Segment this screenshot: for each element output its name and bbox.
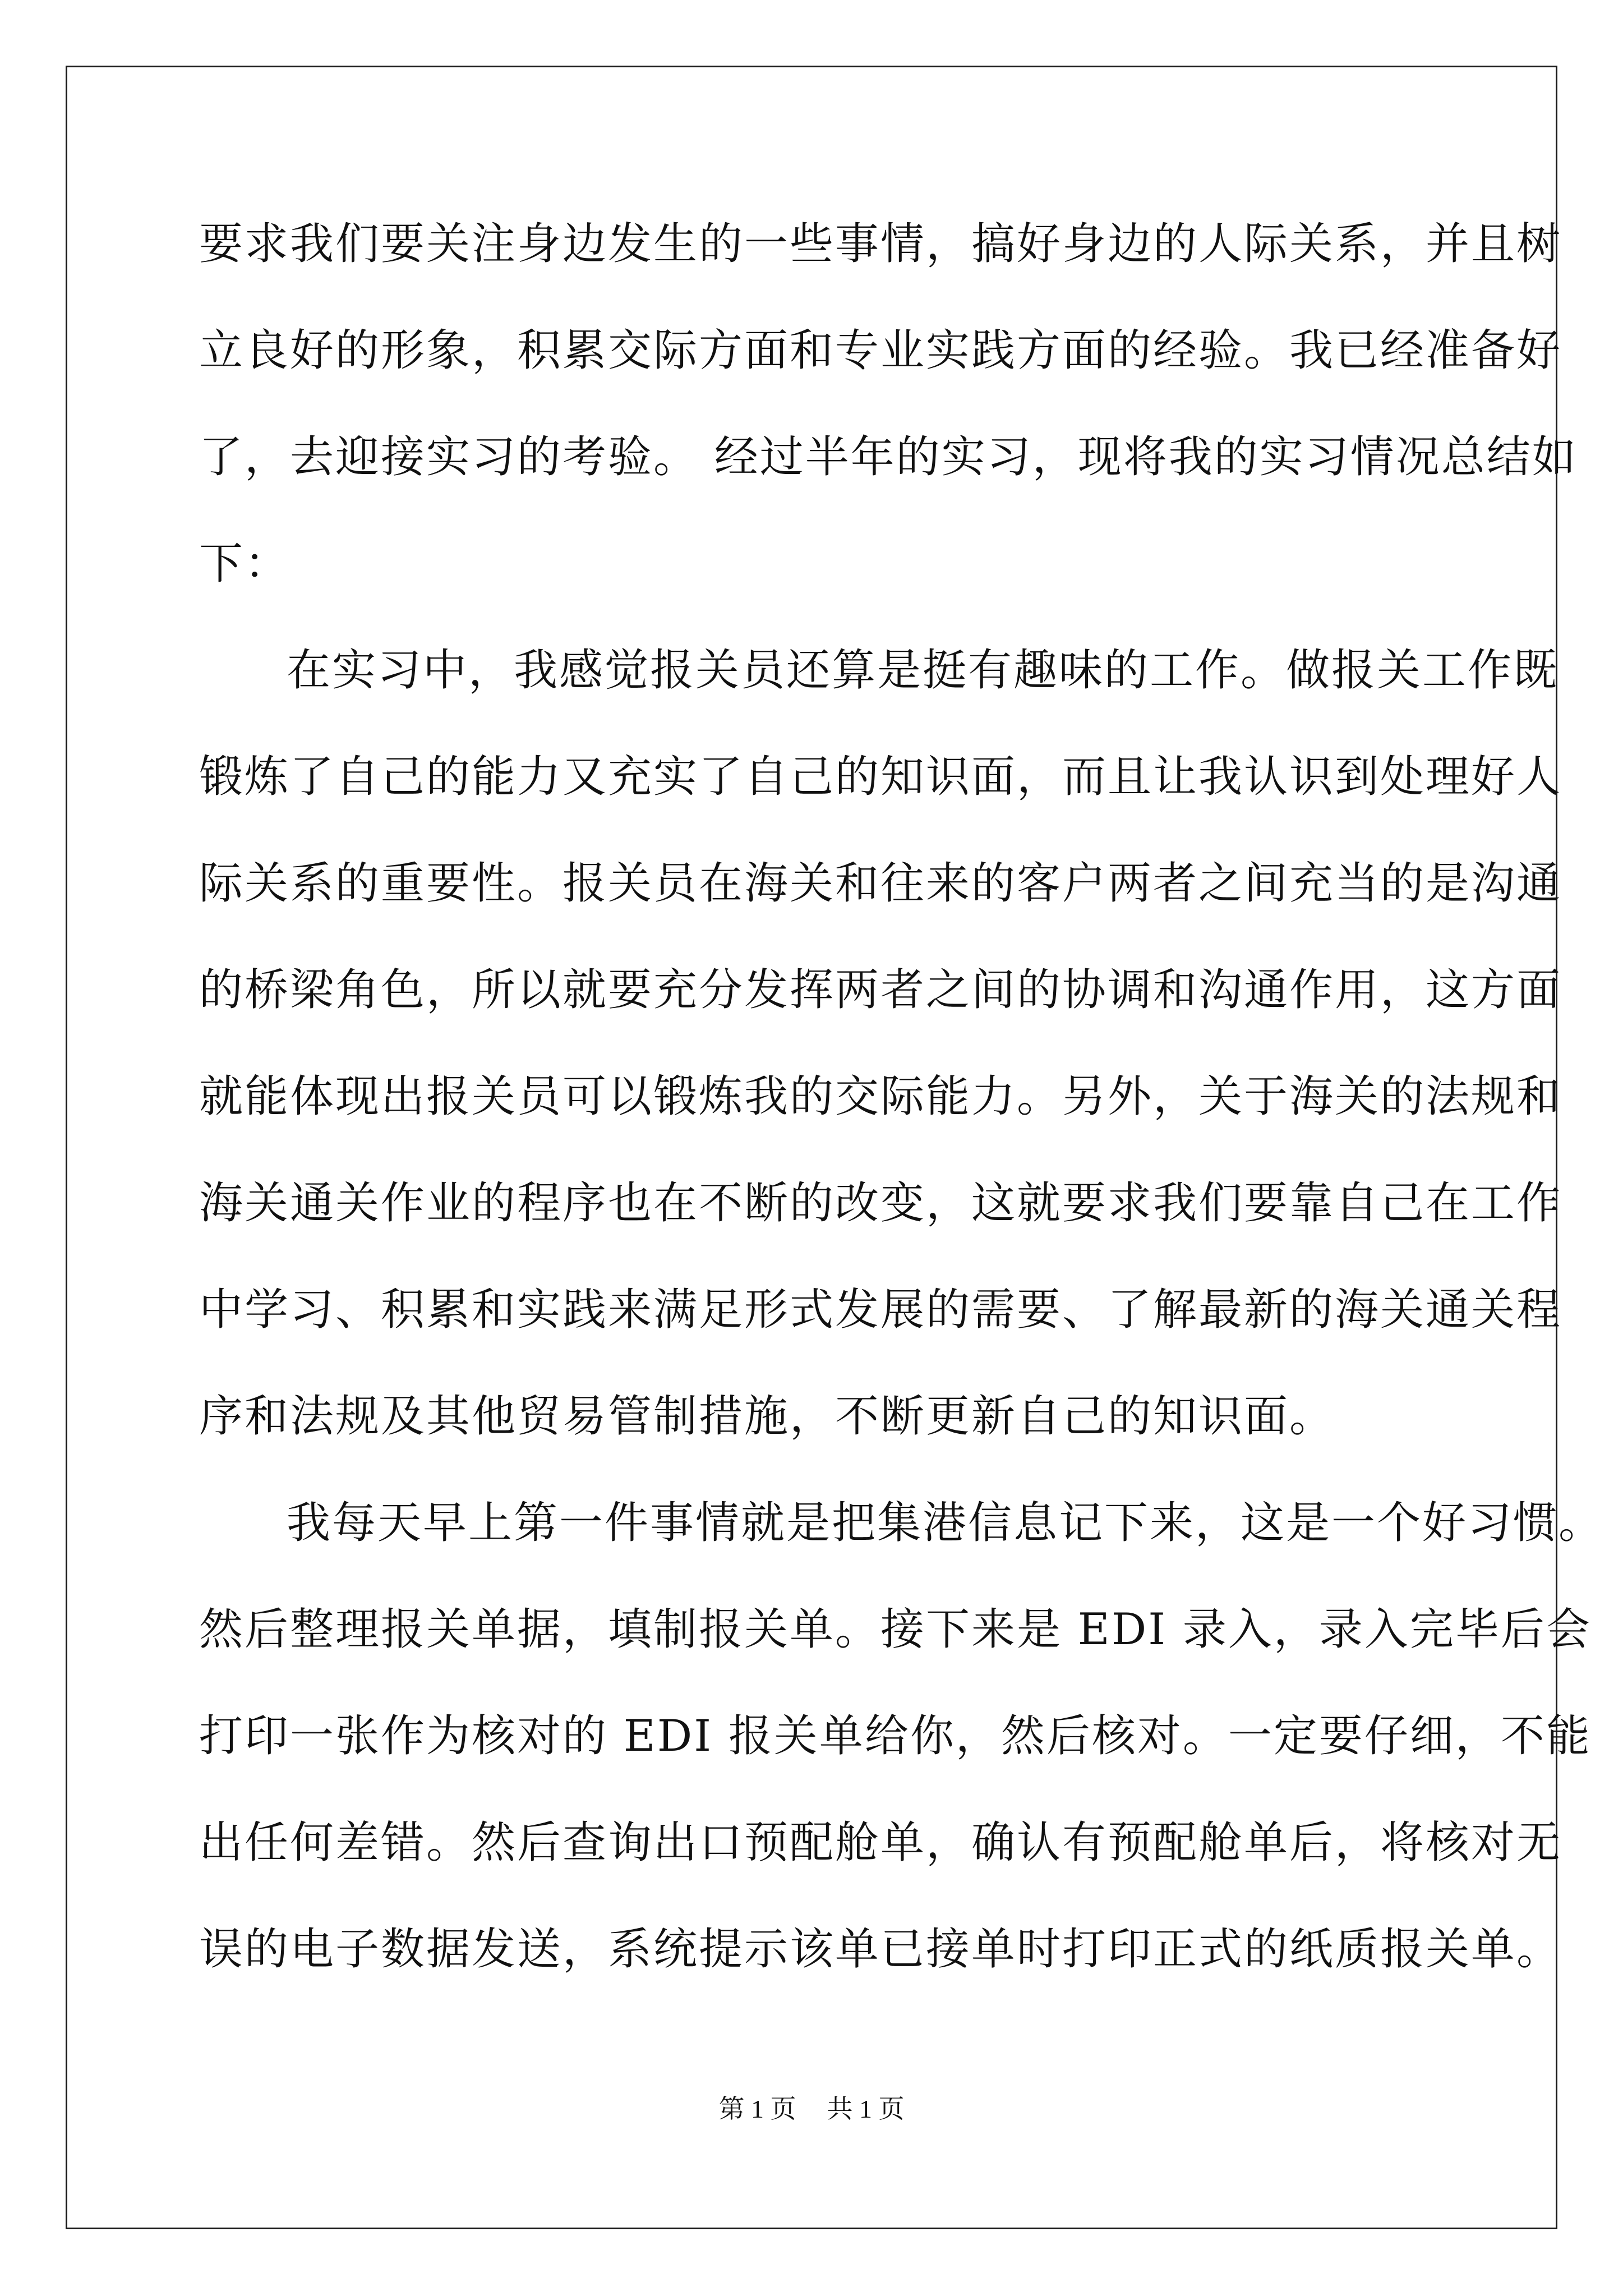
text-line: 序和法规及其他贸易管制措施，不断更新自己的知识面。: [199, 1391, 1335, 1442]
paragraph-first-line: 我每天早上第一件事情就是把集港信息记下来，这是一个好习惯。: [287, 1498, 1604, 1548]
text-line: 打印一张作为核对的 EDI 报关单给你，然后核对。一定要仔细，不能: [199, 1711, 1592, 1761]
text-line: 锻炼了自己的能力又充实了自己的知识面，而且让我认识到处理好人: [199, 752, 1562, 802]
text-line: 就能体现出报关员可以锻炼我的交际能力。另外，关于海关的法规和: [199, 1071, 1562, 1122]
text-line: 海关通关作业的程序也在不断的改变，这就要求我们要靠自己在工作: [199, 1178, 1562, 1228]
text-line: 要求我们要关注身边发生的一些事情，搞好身边的人际关系，并且树: [199, 219, 1562, 269]
page-total: 共 1 页: [827, 2095, 905, 2123]
text-line: 立良好的形象，积累交际方面和专业实践方面的经验。我已经准备好: [199, 325, 1562, 376]
text-line: 误的电子数据发送，系统提示该单已接单时打印正式的纸质报关单。: [199, 1924, 1562, 1975]
text-line: 下：: [199, 539, 291, 589]
page-frame: [66, 66, 1557, 2229]
text-line: 中学习、积累和实践来满足形式发展的需要、了解最新的海关通关程: [199, 1285, 1562, 1335]
text-line: 的桥梁角色，所以就要充分发挥两者之间的协调和沟通作用，这方面: [199, 965, 1562, 1015]
page-number: 第 1 页: [718, 2095, 796, 2123]
text-line: 出任何差错。然后查询出口预配舱单，确认有预配舱单后，将核对无: [199, 1818, 1562, 1868]
text-line: 际关系的重要性。报关员在海关和往来的客户两者之间充当的是沟通: [199, 858, 1562, 909]
text-line: 了，去迎接实习的考验。 经过半年的实习，现将我的实习情况总结如: [199, 432, 1578, 482]
page-footer: [0, 2092, 1623, 2126]
text-line: 然后整理报关单据，填制报关单。接下来是 EDI 录入，录入完毕后会: [199, 1604, 1592, 1655]
paragraph-first-line: 在实习中，我感觉报关员还算是挺有趣味的工作。做报关工作既: [287, 645, 1559, 696]
